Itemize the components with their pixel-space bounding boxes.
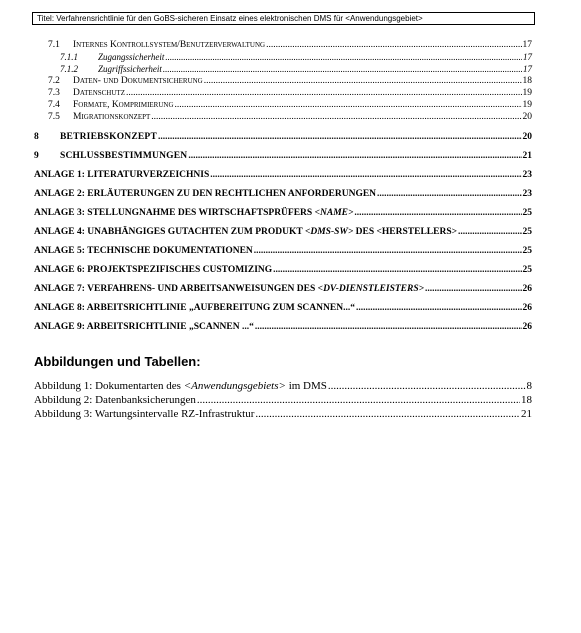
leader-dots bbox=[254, 245, 522, 257]
toc-entry-7-3[interactable] bbox=[34, 88, 532, 99]
leader-dots bbox=[354, 207, 521, 219]
toc-number: 7.4 bbox=[48, 100, 60, 110]
leader-dots bbox=[255, 408, 520, 421]
leader-dots bbox=[204, 76, 522, 87]
header-title: Titel: Verfahrensrichtlinie für den GoBS-sicheren Einsatz eines elektronischen DMS für <Anwendungsgebiet> bbox=[37, 14, 423, 23]
leader-dots bbox=[377, 188, 521, 200]
toc-title: Zugangssicherheit bbox=[98, 52, 165, 62]
figure-title: Abbildung 1: Dokumentarten des <Anwendungsgebiets> im DMS bbox=[34, 380, 327, 392]
leader-dots bbox=[188, 150, 521, 162]
annex-title: ANLAGE 7: VERFAHRENS- UND ARBEITSANWEISUNGEN DES <DV-DIENSTLEISTERS> bbox=[34, 284, 425, 294]
toc-entry-7-5[interactable] bbox=[34, 112, 532, 123]
toc-annex-2[interactable] bbox=[34, 188, 532, 200]
toc-annex-1[interactable] bbox=[34, 169, 532, 181]
leader-dots bbox=[328, 380, 526, 393]
toc-page: 26 bbox=[522, 322, 532, 332]
figures-heading: Abbildungen und Tabellen: bbox=[34, 354, 201, 369]
leader-dots bbox=[197, 394, 520, 407]
toc-page: 25 bbox=[522, 227, 532, 237]
toc-page: 26 bbox=[522, 303, 532, 313]
toc-annex-4[interactable] bbox=[34, 226, 532, 238]
figure-title: Abbildung 2: Datenbanksicherungen bbox=[34, 394, 196, 406]
toc-title: Migrationskonzept bbox=[73, 112, 151, 122]
annex-title: ANLAGE 1: LITERATURVERZEICHNIS bbox=[34, 170, 210, 180]
toc-annex-5[interactable] bbox=[34, 245, 532, 257]
toc-page: 25 bbox=[522, 265, 532, 275]
toc-title: Zugriffssicherheit bbox=[98, 64, 162, 74]
leader-dots bbox=[255, 321, 522, 333]
page-header bbox=[32, 12, 535, 25]
annex-title: ANLAGE 8: ARBEITSRICHTLINIE „AUFBEREITUNG ZUM SCANNEN...“ bbox=[34, 303, 355, 313]
leader-dots bbox=[151, 112, 521, 123]
toc-page: 21 bbox=[522, 151, 532, 161]
toc-annex-6[interactable] bbox=[34, 264, 532, 276]
toc-title: Internes Kontrollsystem/Benutzerverwaltung bbox=[73, 40, 266, 50]
figure-entry-3[interactable] bbox=[34, 408, 532, 421]
toc-number: 7.1.2 bbox=[60, 64, 78, 74]
leader-dots bbox=[165, 52, 522, 62]
leader-dots bbox=[158, 131, 522, 143]
toc-entry-7-1-1[interactable] bbox=[34, 52, 532, 62]
annex-title: ANLAGE 9: ARBEITSRICHTLINIE „SCANNEN ...“ bbox=[34, 322, 254, 332]
annex-title: ANLAGE 4: UNABHÄNGIGES GUTACHTEN ZUM PRODUKT <DMS-SW> DES <HERSTELLERS> bbox=[34, 227, 458, 237]
annex-title: ANLAGE 2: ERLÄUTERUNGEN ZU DEN RECHTLICHEN ANFORDERUNGEN bbox=[34, 189, 377, 199]
leader-dots bbox=[425, 283, 521, 295]
toc-entry-9[interactable] bbox=[34, 150, 532, 162]
toc-annex-7[interactable] bbox=[34, 283, 532, 295]
toc-number: 8 bbox=[34, 132, 39, 142]
toc-page: 19 bbox=[522, 100, 532, 110]
toc-title: Datenschutz bbox=[73, 88, 125, 98]
figure-entry-2[interactable] bbox=[34, 394, 532, 407]
toc-page: 17 bbox=[523, 64, 532, 74]
annex-title: ANLAGE 6: PROJEKTSPEZIFISCHES CUSTOMIZING bbox=[34, 265, 273, 275]
leader-dots bbox=[175, 100, 522, 111]
toc-page: 17 bbox=[523, 52, 532, 62]
toc-entry-7-4[interactable] bbox=[34, 100, 532, 111]
figure-title: Abbildung 3: Wartungsintervalle RZ-Infrastruktur bbox=[34, 408, 255, 420]
toc-number: 7.5 bbox=[48, 112, 60, 122]
toc-page: 20 bbox=[522, 112, 532, 122]
leader-dots bbox=[458, 226, 521, 238]
toc-annex-9[interactable] bbox=[34, 321, 532, 333]
toc-title: Formate, Komprimierung bbox=[73, 100, 174, 110]
toc-entry-8[interactable] bbox=[34, 131, 532, 143]
toc-title: BETRIEBSKONZEPT bbox=[60, 132, 157, 142]
toc-number: 7.2 bbox=[48, 76, 60, 86]
toc-page: 17 bbox=[522, 40, 532, 50]
toc-number: 7.1.1 bbox=[60, 52, 78, 62]
toc-entry-7-1[interactable] bbox=[34, 40, 532, 51]
figure-page: 21 bbox=[521, 408, 532, 420]
figure-entry-1[interactable] bbox=[34, 380, 532, 393]
toc-number: 7.3 bbox=[48, 88, 60, 98]
leader-dots bbox=[356, 302, 522, 314]
toc-page: 23 bbox=[522, 189, 532, 199]
toc-entry-7-2[interactable] bbox=[34, 76, 532, 87]
toc-page: 19 bbox=[522, 88, 532, 98]
toc-title: Daten- und Dokumentsicherung bbox=[73, 76, 203, 86]
leader-dots bbox=[273, 264, 521, 276]
leader-dots bbox=[266, 40, 521, 51]
toc-page: 26 bbox=[522, 284, 532, 294]
toc-page: 18 bbox=[522, 76, 532, 86]
toc-annex-3[interactable] bbox=[34, 207, 532, 219]
annex-title: ANLAGE 3: STELLUNGNAHME DES WIRTSCHAFTSPRÜFERS <NAME> bbox=[34, 208, 354, 218]
figure-page: 8 bbox=[526, 380, 532, 392]
annex-title: ANLAGE 5: TECHNISCHE DOKUMENTATIONEN bbox=[34, 246, 253, 256]
toc-title: SCHLUSSBESTIMMUNGEN bbox=[60, 151, 188, 161]
leader-dots bbox=[126, 88, 522, 99]
toc-page: 25 bbox=[522, 246, 532, 256]
toc-number: 9 bbox=[34, 151, 39, 161]
toc-number: 7.1 bbox=[48, 40, 60, 50]
leader-dots bbox=[210, 169, 521, 181]
toc-page: 23 bbox=[522, 170, 532, 180]
figure-page: 18 bbox=[521, 394, 532, 406]
toc-page: 25 bbox=[522, 208, 532, 218]
leader-dots bbox=[163, 64, 522, 74]
toc-page: 20 bbox=[522, 132, 532, 142]
toc-annex-8[interactable] bbox=[34, 302, 532, 314]
toc-entry-7-1-2[interactable] bbox=[34, 64, 532, 74]
